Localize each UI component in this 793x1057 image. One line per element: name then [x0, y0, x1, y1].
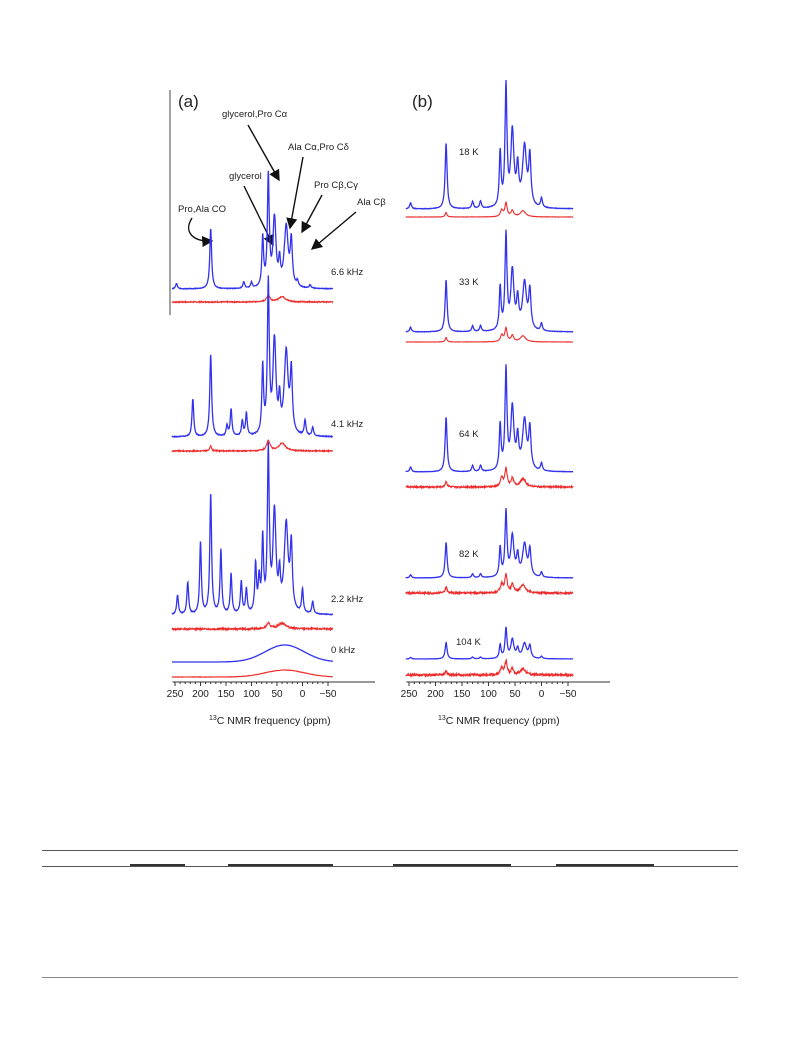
- panel-b-letter: (b): [412, 92, 433, 111]
- spectrum-label-0khz: 0 kHz: [331, 645, 356, 656]
- spectrum-label-4-1khz: 4.1 kHz: [331, 419, 364, 430]
- x-tick-label: 150: [453, 689, 471, 700]
- spectrum-label-33k: 33 K: [459, 277, 479, 288]
- x-tick-label: 250: [400, 689, 418, 700]
- x-tick-label: 50: [271, 689, 283, 700]
- x-tick-label: −50: [559, 689, 577, 700]
- x-tick-label: 150: [217, 689, 235, 700]
- trace-b-104k-red: [406, 660, 573, 676]
- x-tick-label: 100: [480, 689, 497, 700]
- trace-b-18k-red: [406, 202, 573, 217]
- x-tick-label: 0: [538, 689, 545, 700]
- table-top-rule: [42, 850, 738, 851]
- trace-a-4-1khz-red: [172, 440, 333, 451]
- annotation-pro-cbeta-cgamma: Pro Cβ,Cγ: [314, 180, 358, 191]
- trace-b-64k-blue: [406, 364, 573, 472]
- table-header-underline-4: [556, 864, 654, 866]
- trace-b-33k-blue: [406, 230, 573, 332]
- table-header-underline-2: [228, 864, 333, 866]
- arrow-pro-cbeta: [302, 195, 322, 232]
- trace-a-6-6khz-blue: [172, 171, 333, 289]
- trace-a-0khz-blue: [172, 645, 333, 662]
- arrow-pro-ala-co: [189, 218, 212, 241]
- panel-b-x-axis: [401, 682, 610, 700]
- x-tick-label: 200: [427, 689, 444, 700]
- trace-a-2-2khz-blue: [172, 442, 333, 615]
- table-header-rule: [42, 866, 738, 867]
- spectrum-label-2-2khz: 2.2 kHz: [331, 594, 364, 605]
- spectrum-label-18k: 18 K: [459, 147, 479, 158]
- x-tick-label: 250: [166, 689, 184, 700]
- table-header-underline-3: [393, 864, 511, 866]
- panel-b-x-axis-title-text: C NMR frequency (ppm): [445, 715, 560, 727]
- panel-b-x-axis-title-sup: 13: [438, 715, 446, 722]
- table-bottom-rule: [42, 977, 738, 978]
- annotation-pro-ala-co: Pro,Ala CO: [178, 204, 227, 215]
- x-tick-label: −50: [319, 689, 337, 700]
- trace-b-82k-blue: [406, 508, 573, 578]
- spectrum-label-82k: 82 K: [459, 549, 479, 560]
- panel-a-x-axis: [167, 682, 375, 700]
- x-tick-label: 0: [299, 689, 306, 700]
- trace-a-4-1khz-blue: [172, 275, 333, 437]
- spectrum-label-104k: 104 K: [456, 637, 481, 648]
- arrow-ala-calpha: [290, 157, 303, 228]
- panel-a-x-axis-title-sup: 13: [209, 715, 217, 722]
- spectrum-label-64k: 64 K: [459, 429, 479, 440]
- table-header-underline-1: [130, 864, 185, 866]
- x-tick-label: 100: [243, 689, 260, 700]
- annotation-ala-cbeta: Ala Cβ: [357, 197, 386, 208]
- panel-a-traces: [172, 171, 333, 677]
- panel-a-x-axis-title: [209, 715, 331, 727]
- trace-b-33k-red: [406, 327, 573, 342]
- x-tick-label: 200: [192, 689, 209, 700]
- annotation-glycerol-pro-calpha: glycerol,Pro Cα: [222, 109, 288, 120]
- trace-a-2-2khz-red: [172, 622, 333, 630]
- panel-b-traces: [406, 80, 573, 676]
- annotation-ala-calpha-pro-cdelta: Ala Cα,Pro Cδ: [288, 142, 349, 153]
- annotation-glycerol: glycerol: [229, 171, 262, 182]
- trace-a-6-6khz-red: [172, 295, 333, 302]
- arrow-ala-cbeta: [312, 212, 356, 249]
- panel-b-x-axis-title: [438, 715, 560, 727]
- trace-a-0khz-red: [172, 670, 333, 677]
- panel-a-x-axis-title-text: C NMR frequency (ppm): [216, 715, 331, 727]
- x-tick-label: 50: [509, 689, 521, 700]
- spectrum-label-6-6khz: 6.6 kHz: [331, 267, 364, 278]
- trace-b-104k-blue: [406, 627, 573, 659]
- panel-a-letter: (a): [178, 92, 199, 111]
